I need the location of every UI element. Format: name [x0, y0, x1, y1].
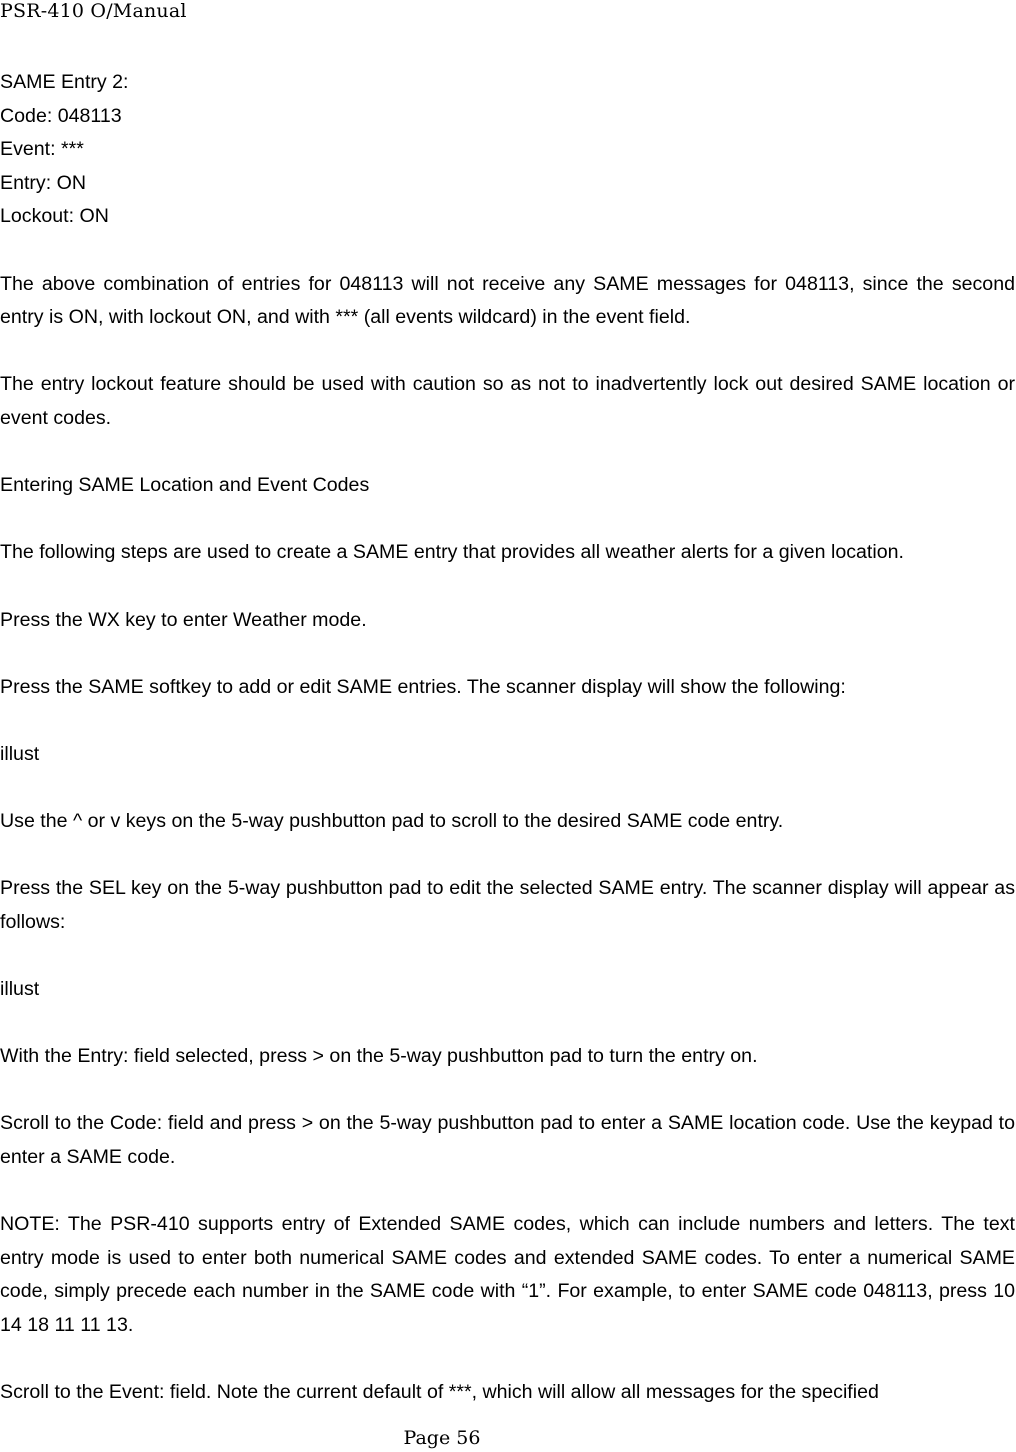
paragraph-steps-intro: The following steps are used to create a SAME entry that provides all weather alerts for a given location.	[0, 541, 904, 564]
step-scroll-entry: Use the ^ or v keys on the 5-way pushbutton pad to scroll to the desired SAME code entry.	[0, 810, 784, 833]
step-event-field: Scroll to the Event: field. Note the current default of ***, which will allow all messages for the specified	[0, 1381, 879, 1404]
note-extended-same: NOTE: The PSR-410 supports entry of Extended SAME codes, which can include numbers and letters. The text entry mode is used to enter both numerical SAME codes and extended SAME codes. To enter a numerical SAME code, simply precede each number in the SAME code with “1”. For example, to enter SAME code 048113, press 10 14 18 11 11 13.	[0, 1213, 1015, 1336]
entry-line-heading: SAME Entry 2:	[0, 71, 129, 93]
running-header: PSR-410 O/Manual	[0, 0, 187, 22]
paragraph-lockout-caution: The entry lockout feature should be used with caution so as not to inadvertently lock out desired SAME location or event codes.	[0, 373, 1015, 429]
same-entry-block	[0, 66, 1015, 234]
illustration-placeholder-1: illust	[0, 742, 40, 765]
document-body	[0, 66, 1015, 1410]
step-code-field: Scroll to the Code: field and press > on the 5-way pushbutton pad to enter a SAME location code. Use the keypad to enter a SAME code.	[0, 1112, 1015, 1168]
entry-line-entry: Entry: ON	[0, 171, 87, 194]
page-number: Page 56	[403, 1427, 481, 1449]
paragraph-combination-note: The above combination of entries for 048113 will not receive any SAME messages for 048113, since the second entry is ON, with lockout ON, and with *** (all events wildcard) in the event field.	[0, 272, 1015, 329]
section-heading: Entering SAME Location and Event Codes	[0, 474, 370, 497]
entry-line-event: Event: ***	[0, 138, 84, 161]
step-entry-on: With the Entry: field selected, press > on the 5-way pushbutton pad to turn the entry on.	[0, 1045, 758, 1068]
entry-line-code: Code: 048113	[0, 104, 122, 127]
step-wx-key: Press the WX key to enter Weather mode.	[0, 608, 367, 631]
illustration-placeholder-2: illust	[0, 978, 40, 1001]
step-sel-key: Press the SEL key on the 5-way pushbutton pad to edit the selected SAME entry. The scanner display will appear as follows:	[0, 877, 1015, 933]
step-same-softkey: Press the SAME softkey to add or edit SAME entries. The scanner display will show the following:	[0, 675, 846, 698]
entry-line-lockout: Lockout: ON	[0, 205, 109, 228]
